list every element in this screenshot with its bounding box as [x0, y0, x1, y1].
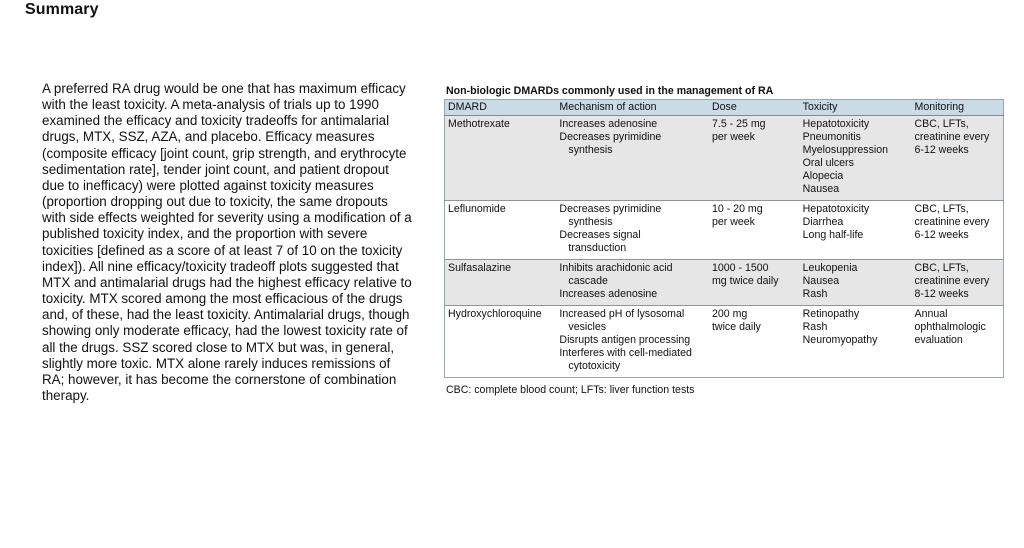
toxicity-line: Rash [802, 288, 828, 300]
page-title: Summary [25, 1, 99, 18]
dose-line: 200 mg [711, 308, 748, 320]
cell-mechanism [556, 116, 709, 201]
header-dmard: DMARD [445, 100, 557, 116]
monitoring-line: 8-12 weeks [914, 288, 969, 300]
cell-mechanism [556, 260, 709, 306]
cell-monitoring [912, 116, 1004, 201]
monitoring-line: creatinine every [914, 216, 990, 228]
monitoring-line: CBC, LFTs, [914, 262, 969, 274]
toxicity-line: Oral ulcers [802, 157, 854, 169]
toxicity-line: Long half-life [802, 229, 864, 241]
mechanism-line: synthesis [568, 216, 613, 228]
toxicity-line: Hepatotoxicity [802, 203, 870, 215]
monitoring-line: creatinine every [914, 131, 990, 143]
cell-toxicity [800, 306, 912, 378]
cell-toxicity [800, 260, 912, 306]
dose-line: per week [711, 216, 755, 228]
dmard-table-section [444, 85, 1006, 396]
table-row [445, 260, 1004, 306]
table-header-row [445, 100, 1004, 116]
monitoring-line: evaluation [914, 334, 963, 346]
table-footnote: CBC: complete blood count; LFTs: liver function tests [446, 384, 695, 396]
header-toxicity: Toxicity [800, 100, 912, 116]
table-body [445, 116, 1004, 378]
mechanism-line: Disrupts antigen processing [559, 334, 691, 346]
cell-toxicity [800, 116, 912, 201]
cell-dmard: Hydroxychloroquine [445, 306, 557, 378]
table-row [445, 306, 1004, 378]
toxicity-line: Alopecia [802, 170, 844, 182]
toxicity-line: Diarrhea [802, 216, 844, 228]
mechanism-line: vesicles [568, 321, 607, 333]
cell-monitoring [912, 260, 1004, 306]
table-row [445, 201, 1004, 260]
toxicity-line: Pneumonitis [802, 131, 861, 143]
mechanism-line: cascade [568, 275, 608, 287]
cell-mechanism [556, 306, 709, 378]
dose-line: 1000 - 1500 [711, 262, 769, 274]
toxicity-line: Retinopathy [802, 308, 860, 320]
mechanism-line: synthesis [568, 144, 613, 156]
dose-line: 10 - 20 mg [711, 203, 763, 215]
toxicity-line: Nausea [802, 275, 840, 287]
toxicity-line: Rash [802, 321, 828, 333]
monitoring-line: ophthalmologic [914, 321, 986, 333]
cell-monitoring [912, 201, 1004, 260]
toxicity-line: Myelosuppression [802, 144, 889, 156]
monitoring-line: 6-12 weeks [914, 144, 969, 156]
dmard-table [444, 99, 1004, 378]
monitoring-line: creatinine every [914, 275, 990, 287]
toxicity-line: Nausea [802, 183, 840, 195]
mechanism-line: Decreases signal [559, 229, 641, 241]
dose-line: 7.5 - 25 mg [711, 118, 766, 130]
mechanism-line: transduction [568, 242, 627, 254]
header-dose: Dose [709, 100, 800, 116]
mechanism-line: Decreases pyrimidine [559, 131, 662, 143]
dose-line: per week [711, 131, 755, 143]
cell-dmard: Sulfasalazine [445, 260, 557, 306]
mechanism-line: cytotoxicity [568, 360, 621, 372]
mechanism-line: Decreases pyrimidine [559, 203, 662, 215]
toxicity-line: Hepatotoxicity [802, 118, 870, 130]
mechanism-line: Increases adenosine [559, 288, 658, 300]
mechanism-line: Interferes with cell-mediated [559, 347, 692, 359]
summary-paragraph: A preferred RA drug would be one that has maximum efficacy with the least toxicity. A meta-analysis of trials up to 1990 examined the efficacy and toxicity tradeoffs for antimalarial drugs, MTX, SSZ, AZA, and placebo. Efficacy measures (composite efficacy [joint count, grip strength, and erythrocyte sedimentation rate], tender joint count, and patient dropout due to inefficacy) were plotted against toxicity measures (proportion dropping out due to toxicity, the same dropouts with side effects weighted for severity using a modification of a published toxicity index, and the proportion with severe toxicities [defined as a score of at least 7 of 10 on the toxicity index]). All nine efficacy/toxicity tradeoff plots suggested that MTX and antimalarial drugs had the highest efficacy relative to toxicity. MTX scored among the most efficacious of the drugs and, of these, had the least toxicity. Antimalarial drugs, though showing only moderate efficacy, had the lowest toxicity rate of all the drugs. SSZ scored close to MTX but was, in general, slightly more toxic. MTX alone rarely induces remissions of RA; however, it has become the cornerstone of combination therapy. [42, 81, 412, 403]
toxicity-line: Leukopenia [802, 262, 858, 274]
dose-line: mg twice daily [711, 275, 779, 287]
dose-line: twice daily [711, 321, 761, 333]
monitoring-line: Annual [914, 308, 948, 320]
cell-mechanism [556, 201, 709, 260]
cell-monitoring [912, 306, 1004, 378]
toxicity-line: Neuromyopathy [802, 334, 878, 346]
table-caption: Non-biologic DMARDs commonly used in the management of RA [446, 85, 774, 97]
header-monitoring: Monitoring [912, 100, 1004, 116]
cell-dose [709, 116, 800, 201]
header-mechanism: Mechanism of action [556, 100, 709, 116]
monitoring-line: CBC, LFTs, [914, 118, 969, 130]
monitoring-line: CBC, LFTs, [914, 203, 969, 215]
cell-dose [709, 260, 800, 306]
cell-dmard: Leflunomide [445, 201, 557, 260]
mechanism-line: Increased pH of lysosomal [559, 308, 685, 320]
monitoring-line: 6-12 weeks [914, 229, 969, 241]
table-row [445, 116, 1004, 201]
cell-toxicity [800, 201, 912, 260]
cell-dose [709, 306, 800, 378]
cell-dose [709, 201, 800, 260]
cell-dmard: Methotrexate [445, 116, 557, 201]
mechanism-line: Increases adenosine [559, 118, 658, 130]
mechanism-line: Inhibits arachidonic acid [559, 262, 673, 274]
